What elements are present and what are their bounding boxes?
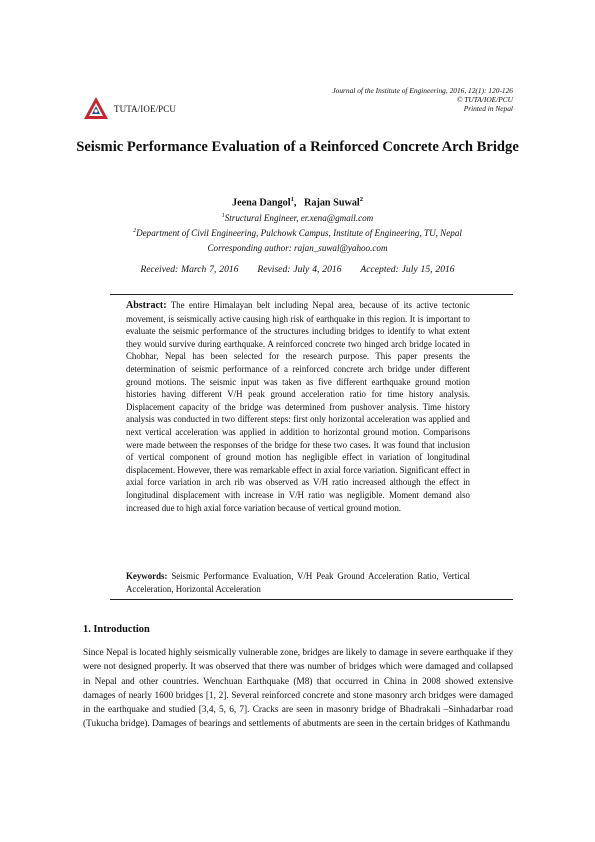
revised-date: Revised: July 4, 2016 bbox=[257, 264, 342, 275]
journal-logo bbox=[83, 96, 109, 122]
author-sup: 2 bbox=[359, 196, 364, 203]
affiliation-sup: 1 bbox=[221, 213, 225, 219]
affiliation-sup: 2 bbox=[133, 228, 137, 234]
article-dates bbox=[0, 264, 595, 275]
journal-info bbox=[332, 86, 513, 114]
keywords-text: Seismic Performance Evaluation, V/H Peak Ground Acceleration Ratio, Vertical Acceleration, Horizontal Acceleration bbox=[126, 571, 470, 594]
author-name: Jeena Dangol bbox=[231, 197, 291, 209]
journal-citation: Journal of the Institute of Engineering, 2016, 12(1): 120-126 bbox=[332, 86, 513, 95]
section-heading: 1. Introduction bbox=[83, 624, 150, 635]
keywords-label: Keywords: bbox=[126, 571, 168, 581]
abstract-top-rule bbox=[110, 294, 513, 295]
corresponding-author: Corresponding author: rajan_suwal@yahoo.com bbox=[207, 243, 388, 253]
author-name: Rajan Suwal bbox=[304, 197, 360, 209]
abstract bbox=[126, 299, 470, 514]
abstract-label: Abstract: bbox=[126, 300, 167, 311]
journal-printed: Printed in Nepal bbox=[463, 104, 513, 114]
abstract-text: The entire Himalayan belt including Nepal area, because of its active tectonic movement, is seismically active causing high risk of earthquake in this region. It is important to evaluate the seismic performance of the structures including bridges to identify to what extent they would survive during earthquake. A reinforced concrete two hinged arch bridge located in Chobhar, Nepal has been selected for the research purpose. This paper presents the determination of seismic performance of a reinforced concrete arch bridge under different ground motions. The seismic input was taken as five different earthquake ground motion histories having different V/H peak ground acceleration ratio for time history analysis. Displacement capacity of the bridge was determined from pushover analysis. Time history analysis was conducted in two different steps: first only horizontal acceleration was applied and next vertical acceleration was applied in addition to horizontal ground motion. Comparisons were made between the responses of the bridge for these two cases. It was found that inclusion of vertical component of ground motion has negligible effect in variation of longitudinal displacement. However, there was remarkable effect in axial force variation. Significant effect in axial force variation in arch rib was observed as V/H ratio increased although the effect in longitudinal displacement with increase in V/H ratio was negligible. Moment demand also increased due to high axial force variation because of vertical ground motion. bbox=[126, 300, 470, 513]
intro-paragraph: Since Nepal is located highly seismically vulnerable zone, bridges are likely to damage in severe earthquake if they were not designed properly. It was observed that there was number of bridges which were damaged and collapsed in Nepal and other countries. Wenchuan Earthquake (M8) that occurred in China in 2008 showed extensive damages of nearly 1600 bridges [1, 2]. Several reinforced concrete and stone masonry arch bridges were damaged in the earthquake and studied [3,4, 5, 6, 7]. Cracks are seen in masonry bridge of Bhadrakali –Sinhadarbar road (Tukucha bridge). Damages of bearings and settlements of abutments are seen in the certain bridges of Kathmandu bbox=[83, 648, 513, 730]
affiliation-text: Department of Civil Engineering, Pulchowk Campus, Institute of Engineering, TU, Nepal bbox=[136, 228, 462, 239]
paper-title: Seismic Performance Evaluation of a Reinforced Concrete Arch Bridge bbox=[76, 139, 519, 155]
abstract-bottom-rule bbox=[110, 599, 513, 600]
author-sup: 1 bbox=[290, 196, 294, 203]
affiliation-2 bbox=[0, 228, 595, 238]
received-date: Received: March 7, 2016 bbox=[140, 264, 239, 275]
affiliation-1 bbox=[0, 213, 595, 223]
logo-text: TUTA/IOE/PCU bbox=[114, 104, 176, 114]
affiliation-text: Structural Engineer, er.xena@gmail.com bbox=[224, 213, 374, 224]
author-list: Jeena Dangol$^1$, Rajan Suwal$^2$ bbox=[231, 196, 364, 209]
journal-copyright: © TUTA/IOE/PCU bbox=[456, 95, 513, 105]
accepted-date: Accepted: July 15, 2016 bbox=[360, 264, 455, 275]
keywords bbox=[126, 570, 470, 595]
